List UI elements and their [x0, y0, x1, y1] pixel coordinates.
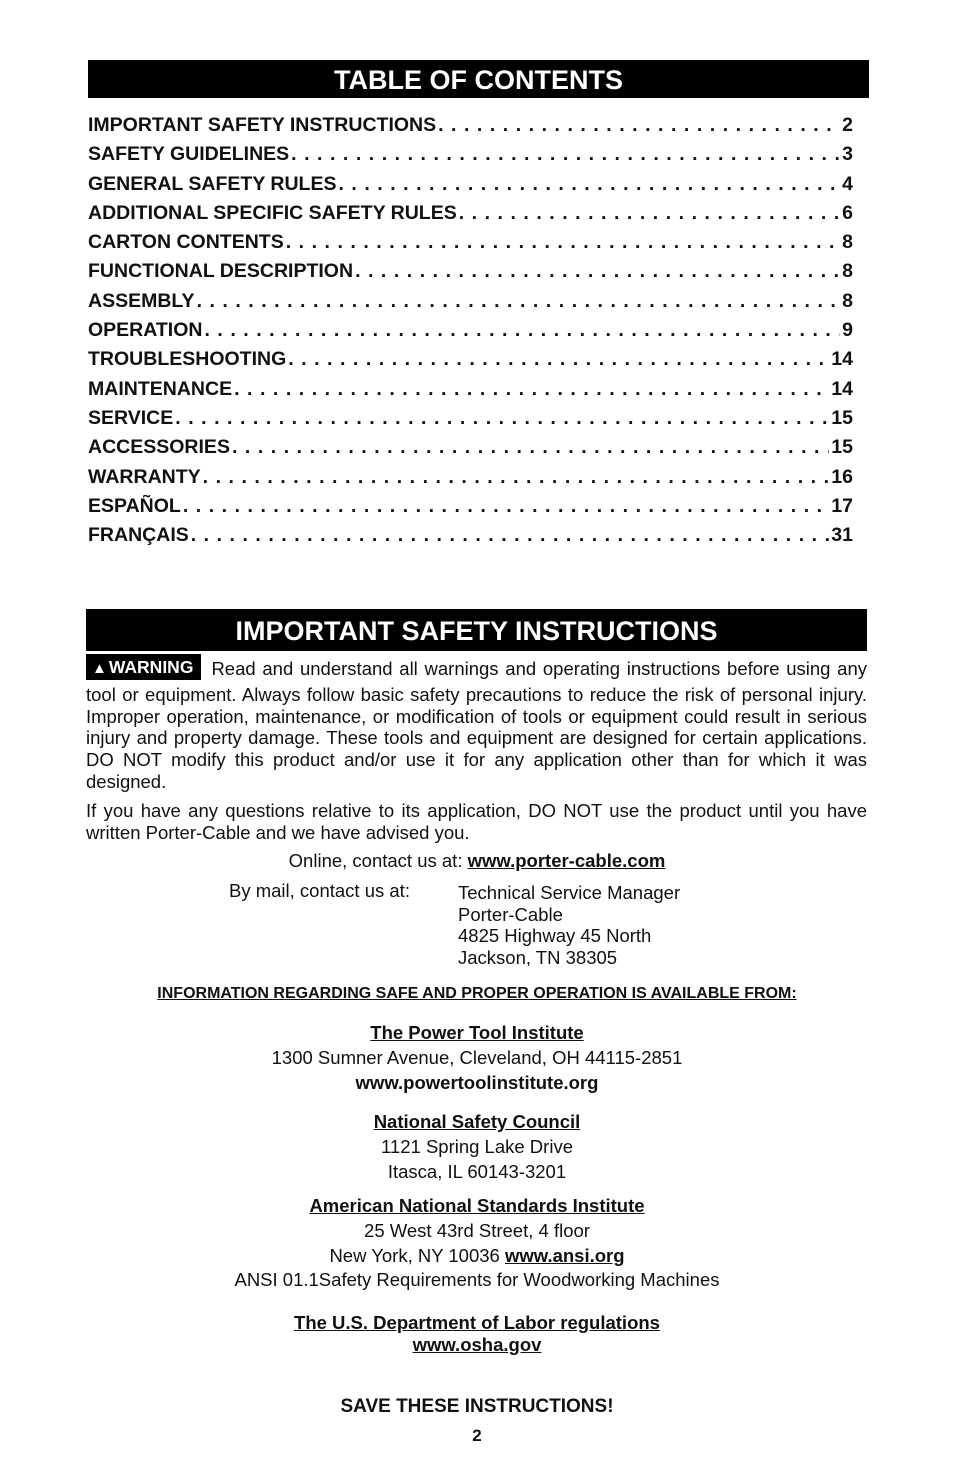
org-address-line-with-link: [0, 1244, 954, 1269]
toc-entry-title: IMPORTANT SAFETY INSTRUCTIONS: [88, 114, 437, 136]
toc-heading: TABLE OF CONTENTS: [88, 60, 869, 98]
warning-text: Read and understand all warnings and operating instructions before using any tool or equipment. Always follow basic safety precautions to reduce the risk of personal injury. Improper operation, maintenance, or modification of tools or equipment could result in serious injury and property damage. These tools and equipment are designed for certain applications. DO NOT modify this product and/or use it for any application other than for which it was designed.: [86, 658, 867, 792]
toc-entry-page: 8: [842, 289, 853, 312]
warning-label: WARNING: [108, 657, 194, 677]
org-national-safety-council: [0, 1110, 954, 1184]
toc-entry[interactable]: [88, 143, 853, 172]
toc-entry[interactable]: [88, 524, 853, 553]
toc-entry-title: ACCESSORIES: [88, 436, 230, 459]
safety-heading: IMPORTANT SAFETY INSTRUCTIONS: [86, 609, 867, 651]
toc-leader-dots: [175, 407, 829, 430]
toc-leader-dots: [204, 319, 840, 342]
toc-leader-dots: [286, 231, 840, 254]
toc-entry[interactable]: [88, 436, 853, 465]
org-department-of-labor: [0, 1312, 954, 1356]
toc-leader-dots: [459, 202, 840, 225]
org-website-link[interactable]: www.osha.gov: [412, 1334, 542, 1355]
toc-entry-page: 14: [831, 377, 853, 400]
toc-entry[interactable]: [88, 407, 853, 436]
toc-list: [88, 114, 853, 553]
toc-leader-dots: [183, 495, 829, 518]
org-address-line: Itasca, IL 60143-3201: [387, 1160, 567, 1182]
warning-badge: [86, 654, 201, 680]
warning-paragraph: [86, 658, 867, 793]
toc-entry-title: SAFETY GUIDELINES: [88, 143, 290, 166]
toc-entry[interactable]: [88, 495, 853, 524]
mail-line: Technical Service Manager: [458, 882, 681, 903]
toc-entry-title: OPERATION: [88, 319, 203, 342]
toc-entry-page: 8: [842, 260, 853, 283]
toc-entry-title: FUNCTIONAL DESCRIPTION: [88, 260, 354, 283]
toc-leader-dots: [197, 290, 841, 313]
org-name: The Power Tool Institute: [370, 1022, 584, 1043]
mail-label: By mail, contact us at:: [229, 880, 410, 901]
online-contact: [0, 850, 954, 872]
online-link[interactable]: www.porter-cable.com: [467, 850, 666, 871]
toc-entry-title: CARTON CONTENTS: [88, 231, 284, 254]
toc-entry-page: 6: [842, 201, 853, 224]
toc-entry[interactable]: [88, 173, 853, 202]
toc-entry-title: MAINTENANCE: [88, 377, 233, 400]
page-number: 2: [472, 1426, 482, 1445]
toc-entry-title: WARRANTY: [88, 465, 201, 488]
mail-line: Jackson, TN 38305: [458, 947, 618, 969]
toc-entry-title: ADDITIONAL SPECIFIC SAFETY RULES: [88, 201, 457, 224]
org-website-link[interactable]: www.powertoolinstitute.org: [355, 1071, 599, 1093]
toc-entry[interactable]: [88, 466, 853, 495]
warning-triangle-icon: ▲: [92, 660, 107, 677]
toc-entry-title: SERVICE: [88, 406, 174, 429]
question-paragraph: If you have any questions relative to its application, DO NOT use the product until you have written Porter-Cable and we have advised you.: [86, 800, 867, 843]
mail-line: 4825 Highway 45 North: [458, 925, 652, 947]
org-address-line: New York, NY 10036: [329, 1244, 500, 1266]
toc-entry-page: 9: [842, 319, 853, 342]
toc-entry[interactable]: [88, 114, 853, 143]
save-instructions: SAVE THESE INSTRUCTIONS!: [340, 1396, 614, 1417]
toc-entry-title: TROUBLESHOOTING: [88, 348, 287, 371]
toc-entry[interactable]: [88, 231, 853, 260]
toc-entry-page: 4: [842, 172, 853, 195]
org-address: 1300 Sumner Avenue, Cleveland, OH 44115-2851: [271, 1046, 683, 1068]
toc-entry-page: 3: [842, 143, 853, 166]
toc-entry-page: 8: [842, 231, 853, 254]
toc-entry-title: ESPAÑOL: [88, 494, 181, 517]
org-address-line: 25 West 43rd Street, 4 floor: [364, 1219, 590, 1241]
mail-line: Porter-Cable: [458, 903, 563, 925]
org-name: The U.S. Department of Labor regulations: [294, 1312, 660, 1333]
toc-entry[interactable]: [88, 260, 853, 289]
toc-leader-dots: [232, 436, 829, 459]
toc-entry-title: FRANÇAIS: [88, 524, 189, 547]
toc-entry[interactable]: [88, 348, 853, 377]
toc-entry-title: GENERAL SAFETY RULES: [88, 172, 337, 195]
toc-leader-dots: [338, 173, 840, 196]
org-website-link[interactable]: www.ansi.org: [504, 1244, 625, 1266]
org-ansi: [0, 1194, 954, 1293]
mail-address: [458, 882, 680, 969]
toc-entry[interactable]: [88, 319, 853, 348]
toc-leader-dots: [438, 114, 840, 137]
toc-entry-page: 17: [831, 494, 853, 517]
toc-entry[interactable]: [88, 378, 853, 407]
toc-leader-dots: [203, 466, 830, 489]
org-address-line: 1121 Spring Lake Drive: [381, 1135, 573, 1157]
toc-entry-page: 31: [831, 524, 853, 547]
toc-entry[interactable]: [88, 290, 853, 319]
toc-entry-page: 16: [831, 465, 853, 488]
toc-entry-page: 14: [831, 348, 853, 371]
toc-leader-dots: [234, 378, 829, 401]
toc-leader-dots: [291, 143, 840, 166]
org-name: National Safety Council: [373, 1111, 581, 1132]
toc-entry-page: 2: [842, 114, 853, 136]
online-label: Online, contact us at:: [288, 850, 463, 871]
org-standard: ANSI 01.1Safety Requirements for Woodworking Machines: [234, 1269, 720, 1291]
toc-entry[interactable]: [88, 202, 853, 231]
toc-entry-page: 15: [831, 436, 853, 459]
toc-leader-dots: [191, 524, 830, 547]
toc-leader-dots: [355, 260, 840, 283]
org-power-tool-institute: [0, 1021, 954, 1095]
toc-leader-dots: [288, 348, 829, 371]
toc-entry-page: 15: [831, 406, 853, 429]
toc-entry-title: ASSEMBLY: [88, 289, 195, 312]
info-heading: INFORMATION REGARDING SAFE AND PROPER OPERATION IS AVAILABLE FROM:: [157, 985, 797, 1002]
org-name: American National Standards Institute: [309, 1195, 645, 1216]
